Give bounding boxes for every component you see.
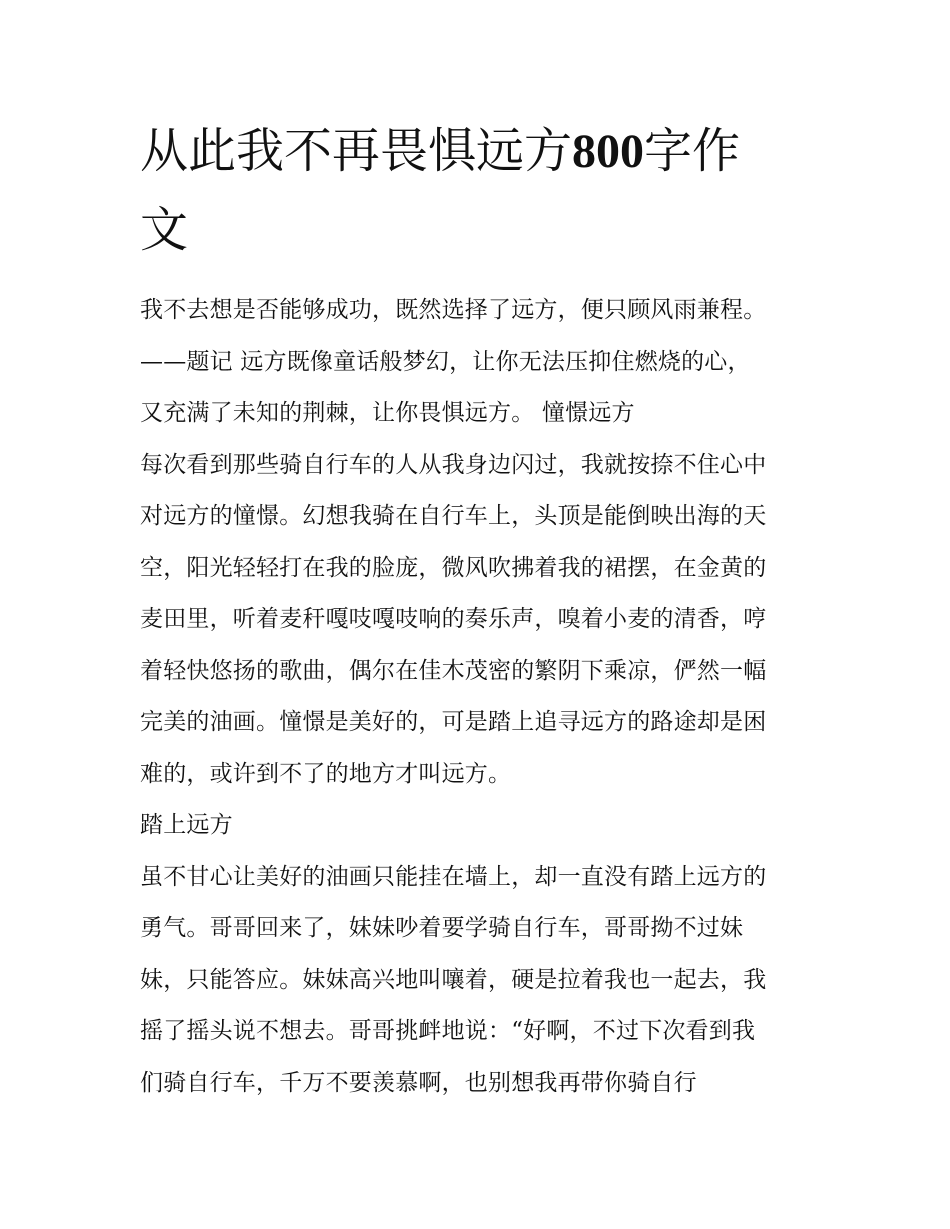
title-text: 从此我不再畏惧远方 (140, 123, 573, 179)
body-line: 我不去想是否能够成功，既然选择了远方，便只顾风雨兼程。 (140, 297, 767, 323)
body-line: 着轻快悠扬的歌曲，偶尔在佳木茂密的繁阴下乘凉，俨然一幅 (140, 657, 767, 684)
document-title (140, 112, 820, 269)
body-line: 虽不甘心让美好的油画只能挂在墙上，却一直没有踏上远方的 (140, 863, 767, 890)
title-text-line2: 文 (140, 202, 189, 258)
body-line: 勇气。哥哥回来了，妹妹吵着要学骑自行车，哥哥拗不过妹 (140, 915, 744, 941)
body-line: 对远方的憧憬。幻想我骑在自行车上，头顶是能倒映出海的天 (140, 503, 767, 529)
body-line: 摇了摇头说不想去。哥哥挑衅地说：“好啊，不过下次看到我 (140, 1018, 756, 1044)
document-body (140, 285, 820, 1109)
document-page (140, 112, 820, 1109)
body-line: 每次看到那些骑自行车的人从我身边闪过，我就按捺不住心中 (140, 451, 767, 478)
body-line: 们骑自行车，千万不要羡慕啊，也别想我再带你骑自行 (140, 1069, 697, 1096)
body-line: 空，阳光轻轻打在我的脸庞，微风吹拂着我的裙摆，在金黄的 (140, 554, 767, 581)
body-line: ——题记 远方既像童话般梦幻，让你无法压抑住燃烧的心， (140, 348, 751, 375)
body-line: 完美的油画。憧憬是美好的，可是踏上追寻远方的路途却是困 (140, 709, 767, 735)
body-line: 难的，或许到不了的地方才叫远方。 (140, 760, 512, 787)
section-heading: 踏上远方 (140, 812, 233, 838)
body-line: 麦田里，听着麦秆嘎吱嘎吱响的奏乐声，嗅着小麦的清香，哼 (140, 606, 767, 632)
title-text-end: 字作 (644, 123, 741, 179)
title-number: 800 (572, 125, 645, 178)
body-line: 妹，只能答应。妹妹高兴地叫嚷着，硬是拉着我也一起去，我 (140, 966, 767, 993)
body-line: 又充满了未知的荆棘，让你畏惧远方。 憧憬远方 (140, 400, 635, 426)
